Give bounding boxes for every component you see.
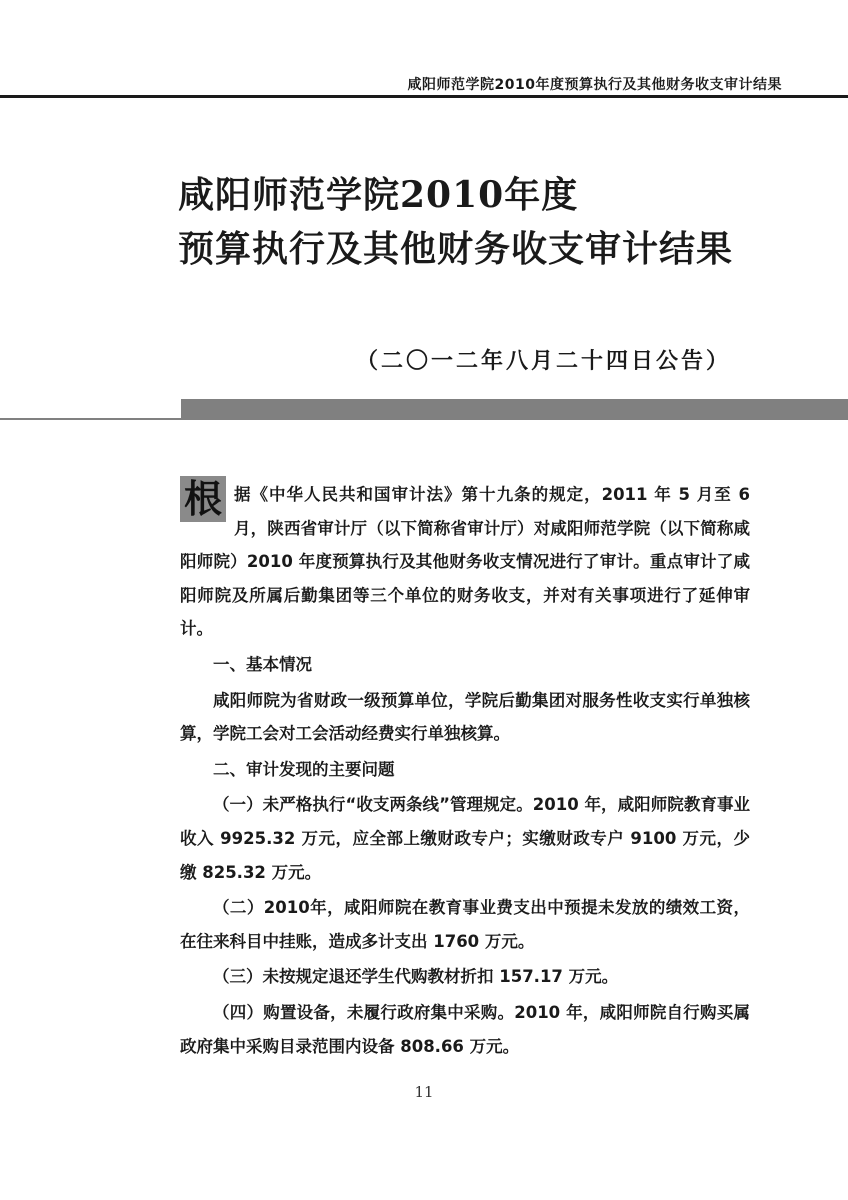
header-rule <box>0 95 848 98</box>
section-1-heading: 一、基本情况 <box>213 654 312 674</box>
section-2-heading: 二、审计发现的主要问题 <box>213 759 395 779</box>
running-header: 咸阳师范学院2010年度预算执行及其他财务收支审计结果 <box>407 77 782 93</box>
document-title <box>178 168 733 276</box>
finding-3: （三）未按规定退还学生代购教材折扣 157.17 万元。 <box>213 967 619 987</box>
section-1-text: 咸阳师院为省财政一级预算单位，学院后勤集团对服务性收支实行单独核算，学院工会对工会活动经费实行单独核算。 <box>180 690 750 744</box>
dropcap: 根 <box>180 476 226 522</box>
page-number: 11 <box>414 1083 434 1101</box>
title-line-2: 预算执行及其他财务收支审计结果 <box>178 228 734 270</box>
finding-4: （四）购置设备，未履行政府集中采购。2010 年，咸阳师院自行购买属政府集中采购目录范围内设备 808.66 万元。 <box>180 1002 750 1056</box>
decorative-band <box>181 399 848 420</box>
finding-1: （一）未严格执行“收支两条线”管理规定。2010 年，咸阳师院教育事业收入 9925.32 万元，应全部上缴财政专户；实缴财政专户 9100 万元，少缴 825.32 万元。 <box>180 795 750 882</box>
finding-2: （二）2010年，咸阳师院在教育事业费支出中预提未发放的绩效工资，在往来科目中挂账，造成多计支出 1760 万元。 <box>180 898 750 951</box>
announcement-date: （二〇一二年八月二十四日公告） <box>355 349 731 374</box>
intro-paragraph <box>180 478 750 646</box>
title-line-1: 咸阳师范学院2010年度 <box>178 174 579 216</box>
body-text <box>180 478 750 1065</box>
intro-text: 据《中华人民共和国审计法》第十九条的规定，2011 年 5 月至 6 月，陕西省审计厅（以下简称省审计厅）对咸阳师范学院（以下简称咸阳师院）2010 年度预算执行及其他财务收支情况进行了审计。重点审计了咸阳师院及所属后勤集团等三个单位的财务收支，并对有关事项进行了延伸审计。 <box>180 485 750 639</box>
decorative-line <box>0 418 181 420</box>
